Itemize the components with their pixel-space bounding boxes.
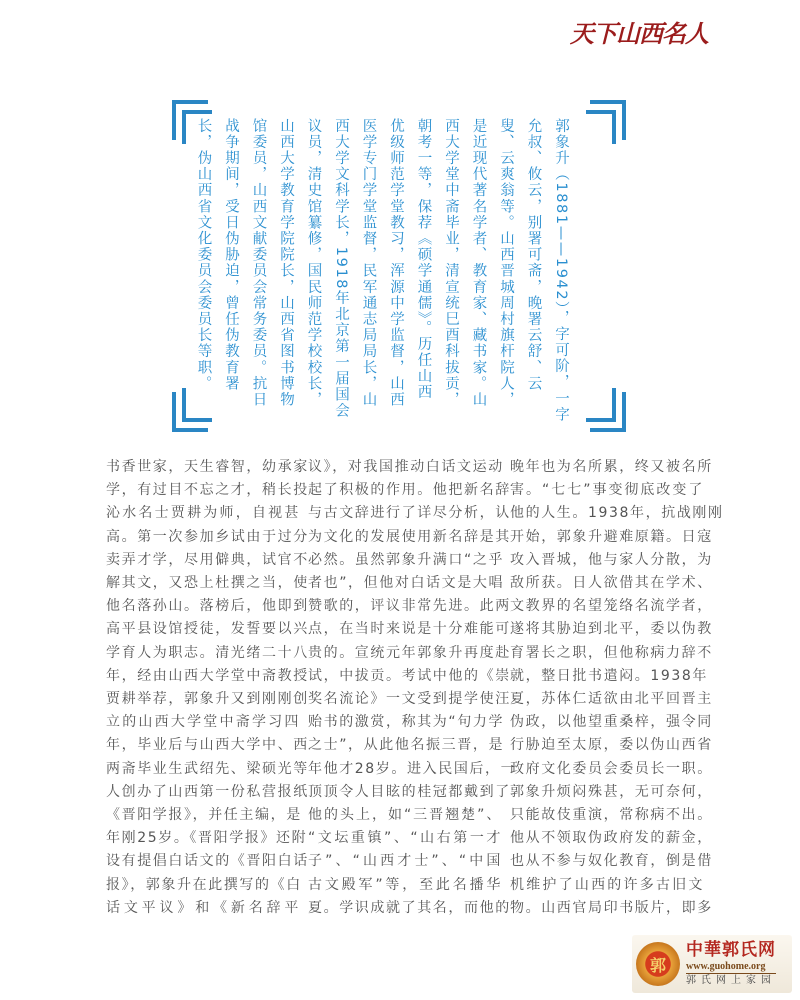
bio-column: 允叔、攸云，别署可斋，晚署云舒、云 (525, 118, 542, 392)
site-slogan: 郭氏网上家园 (686, 974, 776, 986)
article-line: 赞歌的，评议非常先进。此两 (308, 598, 511, 615)
article-line: 物。山西官局印书版片，即多 (510, 899, 713, 916)
series-title: 天下山西名人 (570, 19, 708, 48)
article-line: 点，在当时来说是十分难能可 (308, 621, 511, 638)
article-line: 立的山西大学堂中斋学习四 (106, 714, 300, 731)
article-line: 人创办了山西第一份私营报纸 (106, 783, 309, 800)
bio-column: 优级师范学堂教习，浑源中学监督，山西 (388, 118, 404, 408)
article-line: 解其文，又恐上杜撰之当，使 (106, 575, 309, 592)
article-column-1 (106, 456, 309, 920)
article-body (106, 456, 724, 926)
article-line: 他的人生。1938年，抗战刚刚 (510, 505, 724, 522)
article-line: 议》，对我国推动白话文运动 (308, 459, 504, 475)
corner-bracket-top-right (590, 100, 626, 140)
article-line: 也从不参与奴化教育，倒是借 (510, 853, 713, 870)
bio-column: 郭象升（1881——1942），字可阶，一字 (553, 118, 569, 423)
article-line: 年，毕业后与山西大学中、西 (106, 737, 309, 754)
article-line: 必然。虽然郭象升满口“之乎 (308, 551, 505, 568)
article-line: 设有提倡白话文的《晋阳白话 (106, 853, 309, 870)
article-line: 报》，郭象升在此撰写的《白 (106, 876, 302, 893)
article-line: 起了积极的作用。他把新名辞 (308, 482, 511, 499)
article-line: 《晋阳学报》，并任主编，是 (106, 807, 302, 824)
article-line: “文坛重镇”、“山右第一才 (308, 830, 502, 847)
article-column-3 (510, 456, 724, 920)
article-line: 行胁迫至太原，委以伪山西省 (510, 737, 713, 754)
article-line: 年他才28岁。进入民国后，一 (308, 760, 517, 777)
article-line: 年刚25岁。《晋阳学报》还附 (106, 830, 308, 847)
article-line: 学育人为职志。清光绪二十八 (106, 644, 309, 661)
bio-column: 是近现代著名学者、教育家、藏书家。山 (470, 118, 487, 408)
article-line: 为文化的发展使用新名辞是其 (308, 528, 511, 545)
site-name: 中華郭氏网 (686, 939, 776, 960)
bio-column: 战争期间，受日伪胁迫，曾任伪教育署 (223, 118, 239, 392)
bio-column: 医学专门学堂监督，民军通志局局长，山 (360, 118, 377, 408)
article-line: 夏。学识成就了其名，而他的 (308, 899, 511, 916)
article-line: 之士”，从此他名振三晋，是 (308, 737, 505, 754)
article-line: 卖弄才学，尽用僻典，试官不 (106, 551, 309, 568)
article-line: 顶顶令人目眩的桂冠都戴到了 (308, 783, 511, 800)
article-line: 两斋毕业生武绍先、梁硕光等 (106, 760, 309, 777)
emblem-icon: 郭 (636, 942, 680, 986)
article-line: 试，中拔贡。考试中他的《崇 (308, 667, 511, 684)
bio-column: 馆委员，山西文献委员会常务委员。抗日 (250, 118, 267, 408)
article-line: 伪政，以他望重桑梓，强令同 (510, 714, 713, 731)
bio-column: 叟、云爽翁等。山西晋城周村旗杆院人， (498, 118, 514, 408)
site-url: www.guohome.org (686, 960, 776, 974)
corner-bracket-bottom-left (172, 392, 208, 432)
article-line: 政府文化委员会委员长一职。 (510, 760, 713, 777)
article-line: 攻入晋城，他与家人分散，为 (510, 551, 713, 568)
article-line: 学，有过目不忘之才，稍长投 (106, 482, 309, 499)
article-line: 高。第一次参加乡试由于过分 (106, 528, 309, 545)
article-line: 与古文辞进行了详尽分析，认 (308, 505, 511, 522)
article-line: 害。“七七”事变彻底改变了 (510, 482, 704, 499)
article-line: 只能故伎重演，常称病不出。 (510, 807, 713, 824)
article-line: 他名落孙山。落榜后，他即到 (106, 598, 309, 615)
article-line: 郭象升烦闷殊甚，无可奈何， (510, 783, 713, 800)
article-line: 文教界的名望笼络名流学者， (510, 598, 713, 615)
article-line: 高平县设馆授徒，发誓要以兴 (106, 621, 309, 638)
bio-column: 长，伪山西省文化委员会委员长等职。 (195, 118, 212, 392)
article-line: 夏，苏体仁适欲由北平回晋主 (510, 691, 713, 708)
article-line: 贵的。宣统元年郭象升再度赴 (308, 644, 511, 661)
bio-column: 议员，清史馆纂修，国民师范学校校长， (305, 118, 322, 408)
article-line: 敌所获。日人欲借其在学术、 (510, 575, 713, 592)
article-line: 他从不领取伪政府发的薪金， (510, 830, 713, 847)
article-line: 沁水名士贾耕为师，自视甚 (106, 505, 300, 522)
article-line: 就，整日批书遣闷。1938年 (510, 667, 709, 684)
article-line: 他的头上，如“三晋翘楚”、 (308, 807, 502, 824)
article-line: 遂将其胁迫到北平，委以伪教 (510, 621, 713, 638)
bio-box (195, 118, 574, 423)
article-line: 书香世家，天生睿智，幼承家 (106, 459, 309, 475)
bio-column: 西大学文科学长，1918年北京第一届国会 (333, 118, 349, 419)
bio-column: 朝考一等，保荐《硕学通儒》。历任山西 (415, 118, 432, 401)
article-line: 贻书的激赏，称其为“句力学 (308, 714, 505, 731)
site-watermark-logo (632, 935, 792, 993)
bio-column: 西大学堂中斋毕业，清宣统巳酉科拔贡， (443, 118, 459, 408)
article-line: 育署长之职，但他称病力辞不 (510, 644, 713, 661)
article-line: 贾耕举荐，郭象升又到刚刚创 (106, 691, 309, 708)
article-line: 晚年也为名所累，终又被名所 (510, 459, 713, 475)
article-line: 古文殿军”等，至此名播华 (308, 876, 502, 893)
article-line: 者也”，但他对白话文是大唱 (308, 575, 505, 592)
article-line: 开始，郭象升避难原籍。日寇 (510, 528, 713, 545)
article-line: 奖名流论》一文受到提学使汪 (308, 691, 511, 708)
article-line: 机维护了山西的许多古旧文 (510, 876, 704, 893)
corner-bracket-bottom-right (590, 392, 626, 432)
article-column-2 (308, 456, 517, 920)
bio-column: 山西大学教育学院院长，山西省图书博物 (278, 118, 294, 408)
article-line: 年，经由山西大学堂中斋教授 (106, 667, 309, 684)
article-line: 话文平议》和《新名辞平 (106, 899, 300, 916)
article-line: 子”、“山西才士”、“中国 (308, 853, 502, 870)
